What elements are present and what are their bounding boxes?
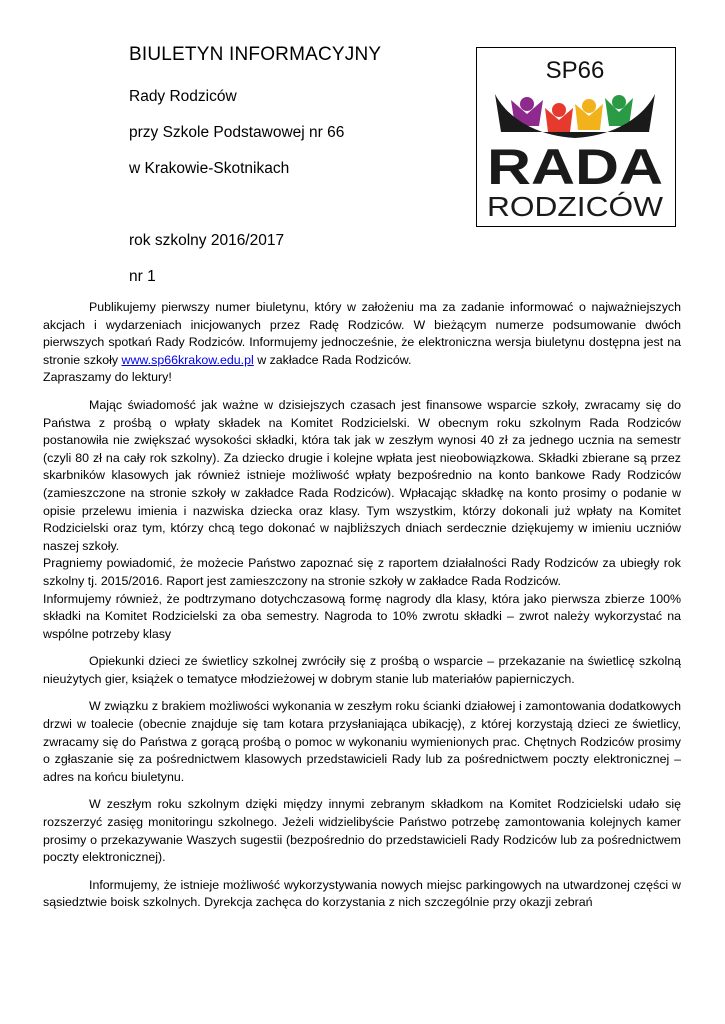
paragraph-parking: Informujemy, że istnieje możliwość wykorzystywania nowych miejsc parkingowych na utwardzonej części w sąsiedztwie boisk szkolnych. Dyrekcja zachęca do korzystania z nich szczególnie przy okazji zebrań (43, 877, 681, 910)
paragraph-fees: Mając świadomość jak ważne w dzisiejszych czasach jest finansowe wsparcie szkoły, zwracamy się do Państwa z prośbą o wpłaty składek na Komitet Rodzicielski. W obecnym roku szkolnym Rada Rodziców postanowiła nie zwiększać wysokości składki, która tak jak w zeszłym wynosi 40 zł za jednego ucznia na semestr (czyli 80 zł na cały rok szkolny). Za dziecko drugie i kolejne wpłata jest nieobowiązkowa. Składki zbierane są przez skarbników klasowych jak również istnieje możliwość wpłaty bezpośrednio na konto bankowe Rady Rodziców (zamieszczone na stronie szkoły w zakładce Rada Rodziców). Wpłacając składkę na konto prosimy o podanie w opisie przelewu imienia i nazwiska dziecka oraz klasy. Tym wszystkim, którzy dokonali już wpłaty na Komitet Rodzicielski oraz tym, którzy chcą tego dokonać w najbliższych dniach serdecznie dziękujemy w imieniu uczniów naszej szkoły. (43, 397, 681, 553)
intro-text: Publikujemy pierwszy numer biuletynu, który w założeniu ma za zadanie informować o najważniejszych akcjach i wydarzeniach inicjowanych przez Radę Rodziców. W bieżącym numerze podsumowanie dwóch pierwszych spotkań Rady Rodziców. Informujemy jednocześnie, że elektroniczna wersja biuletynu dostępna jest na stronie szkoły (43, 300, 681, 367)
header (129, 44, 382, 285)
paragraph-report: Pragniemy powiadomić, że możecie Państwo zapoznać się z raportem działalności Rady Rodziców za ubiegły rok szkolny tj. 2015/2016. Raport jest zamieszczony na stronie szkoły w zakładce Rada Rodziców. (43, 556, 681, 588)
paragraph-day-room: Opiekunki dzieci ze świetlicy szkolnej zwróciły się z prośbą o wsparcie – przekazanie na świetlicę szkolną nieużytych gier, książek o tematyce młodzieżowej w dobrym stanie lub materiałów papierniczych. (43, 654, 681, 686)
paragraph-intro (43, 299, 681, 369)
bulletin-title: BIULETYN INFORMACYJNY (129, 44, 382, 65)
logo-rodzicow-text: RODZICÓW (487, 191, 664, 222)
school-website-link[interactable]: www.sp66krakow.edu.pl (121, 352, 254, 367)
issue-number: nr 1 (129, 268, 156, 285)
school-year: rok szkolny 2016/2017 (129, 232, 285, 249)
subtitle-location: w Krakowie-Skotnikach (129, 160, 290, 177)
paragraph-toilet: W związku z brakiem możliwości wykonania w zeszłym roku ścianki działowej i zamontowania dodatkowych drzwi w toalecie (obecnie znajduje się tam kotara przysłaniająca ubikację), z której korzystają dzieci ze świetlicy, zwracamy się do Państwa z gorącą prośbą o pomoc w wykonaniu wymienionych prac. Chętnych Rodziców prosimy o zgłaszanie się za pośrednictwem klasowych przedstawicieli Rady lub za pośrednictwem poczty elektronicznej – adres na końcu biuletynu. (43, 699, 681, 784)
subtitle-council: Rady Rodziców (129, 88, 237, 105)
subtitle-school: przy Szkole Podstawowej nr 66 (129, 124, 345, 141)
logo-rada-text: RADA (487, 139, 663, 195)
logo-sp66-text: SP66 (545, 57, 605, 84)
logo-graphic (477, 48, 674, 225)
bulletin-body (43, 299, 681, 922)
paragraph-award: Informujemy również, że podtrzymano dotychczasową formę nagrody dla klasy, która jako pierwsza zbierze 100% składki na Komitet Rodzicielski za oba semestry. Nagroda to 10% zwrotu składki – zwrot należy wykorzystać na wspólne potrzeby klasy (43, 591, 681, 641)
paragraph-invite: Zapraszamy do lektury! (43, 370, 172, 385)
intro-text-end: w zakładce Rada Rodziców. (253, 352, 412, 367)
children-figures-icon (495, 94, 655, 138)
paragraph-monitoring: W zeszłym roku szkolnym dzięki między innymi zebranym składkom na Komitet Rodzicielski udało się rozszerzyć zasięg monitoringu szkolnego. Jeżeli widzielibyście Państwo potrzebę zamontowania kolejnych kamer prosimy o przekazywanie Waszych sugestii (bezpośrednio do przedstawicieli Rady Rodziców lub za pośrednictwem poczty elektronicznej). (43, 797, 681, 865)
rada-rodzicow-logo (476, 47, 676, 227)
